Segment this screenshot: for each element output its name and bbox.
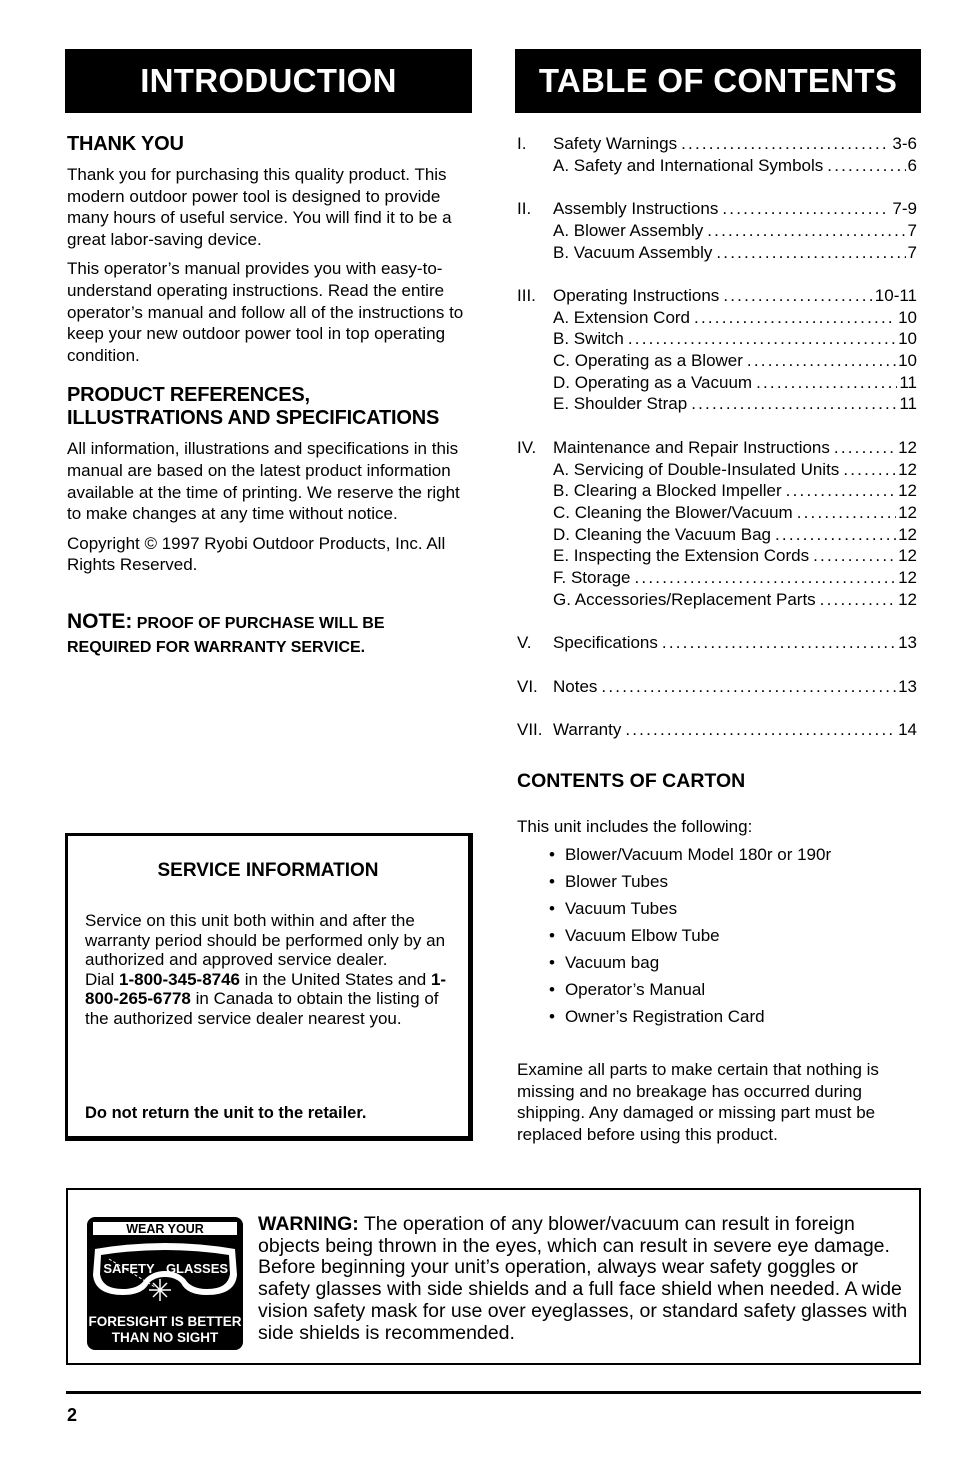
product-references-paragraph: All information, illustrations and specifications in this manual are based on the latest product information available at the time of printing. We reserve the right to make changes at any time without notice. <box>67 439 460 524</box>
toc-entry-page: 10-11 <box>874 285 917 305</box>
toc-entry <box>517 676 917 698</box>
toc-entry-page: 12 <box>898 459 917 479</box>
toc-subentry <box>517 545 917 567</box>
warning-body: The operation of any blower/vacuum can result in foreign objects being thrown in the eyes, which can result in severe eye damage. Before beginning your unit’s operation, always wear safety goggles or safety glasses with side shields and a full face shield when needed. A wide vision safety mask for use over eyeglasses, or standard safety glasses with side shields is recommended. <box>258 1213 908 1344</box>
copyright-text: Copyright © 1997 Ryobi Outdoor Products, Inc. All Rights Reserved. <box>67 533 446 575</box>
toc-entry-label: E. Shoulder Strap <box>553 394 688 414</box>
toc-spacer <box>517 697 917 719</box>
toc-entry-number: V. <box>517 633 532 653</box>
toc-entry-label: B. Vacuum Assembly <box>553 242 713 262</box>
contents-of-carton-heading: CONTENTS OF CARTON <box>517 770 746 792</box>
carton-list-item: • Blower/Vacuum Model 180r or 190r <box>549 844 831 871</box>
toc-subentry <box>517 502 917 524</box>
carton-list-item: • Vacuum Tubes <box>549 898 831 925</box>
toc-entry-label: D. Operating as a Vacuum <box>553 372 753 392</box>
toc-entry-label: B. Clearing a Blocked Impeller <box>553 481 782 501</box>
toc-entry-page: 12 <box>898 568 917 588</box>
thank-you-heading: THANK YOU <box>67 133 184 155</box>
warning-text <box>258 1214 913 1344</box>
toc-entry <box>517 437 917 459</box>
toc-entry-page: 12 <box>898 589 917 609</box>
toc-entry-page: 12 <box>898 502 917 522</box>
canada-text: in Canada to obtain the listing of the authorized service dealer nearest you. <box>85 989 439 1028</box>
logo-line-1: FORESIGHT IS BETTER <box>88 1314 242 1329</box>
toc-subentry <box>517 589 917 611</box>
toc-dot-leader <box>756 372 897 394</box>
toc-dot-leader <box>681 133 890 155</box>
toc-subentry <box>517 155 917 177</box>
toc-entry <box>517 632 917 654</box>
toc-dot-leader <box>843 459 896 481</box>
toc-entry-label: Safety Warnings <box>553 134 678 153</box>
toc-entry <box>517 285 917 307</box>
carton-list-item: • Vacuum Elbow Tube <box>549 925 831 952</box>
toc-dot-leader <box>716 242 905 264</box>
toc-entry-label: Specifications <box>553 633 658 653</box>
carton-list-item: • Owner’s Registration Card <box>549 1006 831 1033</box>
service-information-body <box>85 911 455 1028</box>
toc-entry-label: A. Safety and International Symbols <box>553 155 824 175</box>
toc-entry-label: Operating Instructions <box>553 285 720 305</box>
toc-entry-label: C. Cleaning the Blower/Vacuum <box>553 502 793 522</box>
toc-spacer <box>517 415 917 437</box>
logo-wear-your: WEAR YOUR <box>126 1222 204 1236</box>
toc-entry-number: VI. <box>517 676 538 696</box>
toc-entry <box>517 133 917 155</box>
toc-subentry <box>517 459 917 481</box>
toc-entry-number: I. <box>517 134 527 153</box>
toc-dot-leader <box>635 567 897 589</box>
carton-contents-list <box>549 844 831 1033</box>
table-of-contents-banner: TABLE OF CONTENTS <box>515 49 921 113</box>
toc-entry-page: 7-9 <box>892 199 917 219</box>
toc-entry-label: G. Accessories/Replacement Parts <box>553 589 816 609</box>
toc-spacer <box>517 176 917 198</box>
toc-entry-page: 10 <box>898 307 917 327</box>
toc-entry-page: 13 <box>898 633 917 653</box>
logo-safety: SAFETY <box>103 1261 155 1276</box>
toc-subentry <box>517 393 917 415</box>
toc-entry-page: 11 <box>899 372 917 392</box>
toc-dot-leader <box>775 524 896 546</box>
toc-entry-page: 7 <box>907 220 917 240</box>
toc-dot-leader <box>747 350 896 372</box>
introduction-column <box>67 133 467 660</box>
warning-label: WARNING: <box>258 1213 359 1235</box>
toc-subentry <box>517 242 917 264</box>
toc-entry-page: 7 <box>907 242 917 262</box>
introduction-banner: INTRODUCTION <box>65 49 472 113</box>
toc-entry-label: Assembly Instructions <box>553 199 719 219</box>
toc-entry-label: Warranty <box>553 719 622 739</box>
toc-entry-label: B. Switch <box>553 329 624 349</box>
toc-entry-label: F. Storage <box>553 568 631 588</box>
thank-you-paragraph-1: Thank you for purchasing this quality product. This modern outdoor power tool is designed to provide many hours of useful service. You will find it to be a great labor-saving device. <box>67 165 452 249</box>
toc-entry-number: VII. <box>517 719 543 739</box>
toc-entry-label: Notes <box>553 676 598 696</box>
toc-dot-leader <box>834 437 896 459</box>
thank-you-paragraph-2: This operator’s manual provides you with easy-to-understand operating instructions. Read the entire operator’s manual and follow all of the instructions to keep your new outdoor power tool in top operating condition. <box>67 259 464 365</box>
toc-dot-leader <box>813 545 896 567</box>
carton-list-item: • Operator’s Manual <box>549 979 831 1006</box>
toc-entry-page: 12 <box>898 546 917 566</box>
toc-entry-page: 12 <box>898 524 917 544</box>
toc-subentry <box>517 328 917 350</box>
canada-phone-number: 1-800-265-6778 <box>85 969 447 1008</box>
dial-text: Dial <box>85 969 115 989</box>
carton-intro-text: This unit includes the following: <box>517 817 753 836</box>
toc-entry-page: 10 <box>898 329 917 349</box>
toc-subentry <box>517 307 917 329</box>
toc-spacer <box>517 654 917 676</box>
toc-dot-leader <box>722 198 890 220</box>
toc-entry-label: D. Cleaning the Vacuum Bag <box>553 524 771 544</box>
toc-entry-label: E. Inspecting the Extension Cords <box>553 546 810 566</box>
toc-dot-leader <box>691 393 897 415</box>
eye-safety-warning-box <box>66 1188 921 1365</box>
footer-rule <box>66 1391 921 1394</box>
toc-entry-label: A. Blower Assembly <box>553 220 704 240</box>
toc-entry-page: 14 <box>898 719 917 739</box>
carton-list-item: • Vacuum bag <box>549 952 831 979</box>
toc-list <box>517 133 917 741</box>
toc-entry-label: A. Extension Cord <box>553 307 691 327</box>
toc-entry-page: 3-6 <box>892 134 917 153</box>
toc-dot-leader <box>694 307 896 329</box>
toc-entry <box>517 719 917 741</box>
toc-entry-page: 6 <box>907 155 917 175</box>
logo-glasses: GLASSES <box>165 1261 229 1276</box>
toc-entry-page: 11 <box>899 394 917 414</box>
toc-entry-page: 13 <box>898 676 917 696</box>
toc-entry-label: A. Servicing of Double-Insulated Units <box>553 459 840 479</box>
toc-entry-number: III. <box>517 285 536 305</box>
toc-subentry <box>517 220 917 242</box>
toc-subentry <box>517 567 917 589</box>
carton-inspection-note: Examine all parts to make certain that nothing is missing and no breakage has occurred during shipping. Any damaged or missing part must be replaced before using this product. <box>517 1060 879 1144</box>
product-references-heading: PRODUCT REFERENCES, ILLUSTRATIONS AND SPECIFICATIONS <box>67 384 440 430</box>
note-text: PROOF OF PURCHASE WILL BE REQUIRED FOR WARRANTY SERVICE. <box>67 614 385 656</box>
toc-entry-page: 12 <box>898 437 917 457</box>
toc-entry-page: 12 <box>898 481 917 501</box>
us-phone-number: 1-800-345-8746 <box>119 969 241 989</box>
toc-dot-leader <box>786 480 896 502</box>
note-label: NOTE: <box>67 609 133 633</box>
service-information-box <box>65 833 473 1141</box>
toc-subentry <box>517 350 917 372</box>
toc-dot-leader <box>827 155 905 177</box>
toc-dot-leader <box>797 502 896 524</box>
us-text: in the United States and <box>244 969 427 989</box>
toc-dot-leader <box>820 589 896 611</box>
toc-entry-number: IV. <box>517 437 537 457</box>
toc-entry-number: II. <box>517 199 532 219</box>
toc-dot-leader <box>601 676 896 698</box>
toc-dot-leader <box>662 632 896 654</box>
carton-list-item: • Blower Tubes <box>549 871 831 898</box>
table-of-contents <box>517 133 917 741</box>
toc-subentry <box>517 524 917 546</box>
service-information-title: SERVICE INFORMATION <box>157 860 379 881</box>
toc-entry-label: C. Operating as a Blower <box>553 351 743 370</box>
service-text: Service on this unit both within and after the warranty period should be performed only by an authorized and approved service dealer. <box>85 911 446 969</box>
proof-of-purchase-note <box>67 610 467 660</box>
wear-safety-glasses-logo <box>87 1217 243 1350</box>
page-number: 2 <box>67 1405 78 1425</box>
toc-entry-label: Maintenance and Repair Instructions <box>553 437 830 457</box>
toc-subentry <box>517 480 917 502</box>
toc-dot-leader <box>625 719 896 741</box>
toc-entry-page: 10 <box>898 351 917 370</box>
toc-entry <box>517 198 917 220</box>
toc-spacer <box>517 610 917 632</box>
toc-subentry <box>517 372 917 394</box>
toc-dot-leader <box>707 220 905 242</box>
do-not-return-notice: Do not return the unit to the retailer. <box>85 1104 367 1122</box>
toc-spacer <box>517 263 917 285</box>
toc-dot-leader <box>723 285 872 307</box>
logo-line-2: THAN NO SIGHT <box>111 1330 219 1345</box>
toc-dot-leader <box>628 328 896 350</box>
